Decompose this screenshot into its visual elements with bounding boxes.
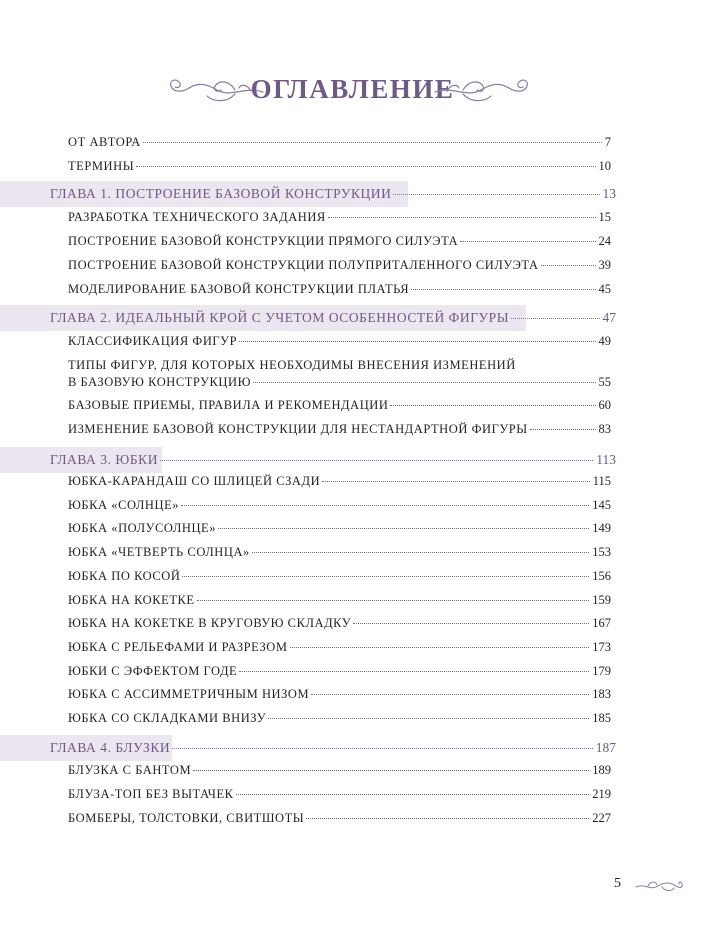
entry-title: ИЗМЕНЕНИЕ БАЗОВОЙ КОНСТРУКЦИИ ДЛЯ НЕСТАНДАРТНОЙ ФИГУРЫ [68,422,528,436]
entry-title: ПОСТРОЕНИЕ БАЗОВОЙ КОНСТРУКЦИИ ПРЯМОГО СИЛУЭТА [68,234,459,248]
dot-leader [182,576,589,577]
page-reference: 149 [592,521,611,535]
dot-leader [239,341,595,342]
page-reference: 179 [592,664,611,678]
flourish-footer-ornament [634,878,684,894]
page-reference: 7 [604,135,611,149]
page-reference: 115 [592,474,611,488]
entry-title: КЛАССИФИКАЦИЯ ФИГУР [68,334,238,348]
dot-leader [143,142,602,143]
chapter-title: ГЛАВА 2. ИДЕАЛЬНЫЙ КРОЙ С УЧЕТОМ ОСОБЕННОСТЕЙ ФИГУРЫ [50,310,510,325]
entry-title: БЛУЗКА С БАНТОМ [68,763,192,777]
page-reference: 183 [592,687,611,701]
dot-leader [252,552,589,553]
entry-title: ЮБКА «СОЛНЦЕ» [68,498,180,512]
dot-leader [353,623,589,624]
entry-title: В БАЗОВУЮ КОНСТРУКЦИЮ [68,375,251,389]
page-reference: 156 [592,569,611,583]
entry-title: ЮБКА СО СКЛАДКАМИ ВНИЗУ [68,711,267,725]
page-reference: 145 [592,498,611,512]
entry-title: ТИПЫ ФИГУР, ДЛЯ КОТОРЫХ НЕОБХОДИМЫ ВНЕСЕНИЯ ИЗМЕНЕНИЙ [68,358,516,372]
dot-leader [197,600,590,601]
entry-title: БОМБЕРЫ, ТОЛСТОВКИ, СВИТШОТЫ [68,811,305,825]
entry-title: ЮБКА С АССИММЕТРИЧНЫМ НИЗОМ [68,687,310,701]
dot-leader [328,217,596,218]
page-reference: 39 [598,258,611,272]
chapter-title: ГЛАВА 4. БЛУЗКИ [50,740,171,755]
page-reference: 189 [592,763,611,777]
page-reference: 219 [592,787,611,801]
dot-leader [511,318,599,319]
page-reference: 187 [595,740,616,755]
chapter-title: ГЛАВА 3. ЮБКИ [50,452,159,467]
entry-title: ЮБКА С РЕЛЬЕФАМИ И РАЗРЕЗОМ [68,640,288,654]
dot-leader [253,382,596,383]
entry-title: МОДЕЛИРОВАНИЕ БАЗОВОЙ КОНСТРУКЦИИ ПЛАТЬЯ [68,282,410,296]
dot-leader [236,794,590,795]
entry-title: ЮБКА НА КОКЕТКЕ В КРУГОВУЮ СКЛАДКУ [68,616,352,630]
entry-title: ЮБКА НА КОКЕТКЕ [68,593,195,607]
page-reference: 83 [598,422,611,436]
entry-title: ЮБКА «ПОЛУСОЛНЦЕ» [68,521,217,535]
entry-title: ЮБКА «ЧЕТВЕРТЬ СОЛНЦА» [68,545,250,559]
dot-leader [411,289,595,290]
page-footer [612,876,692,896]
dot-leader [172,748,593,749]
page-number: 5 [614,876,621,891]
page-reference: 113 [596,452,616,467]
page-reference: 47 [602,310,616,325]
page-reference: 45 [598,282,611,296]
dot-leader [541,265,596,266]
dot-leader [530,429,596,430]
dot-leader [306,818,589,819]
dot-leader [390,405,595,406]
dot-leader [181,505,589,506]
dot-leader [239,671,589,672]
page-reference: 153 [592,545,611,559]
dot-leader [193,770,589,771]
page-reference: 10 [598,159,611,173]
chapter-title: ГЛАВА 1. ПОСТРОЕНИЕ БАЗОВОЙ КОНСТРУКЦИИ [50,186,392,201]
page-reference: 60 [598,398,611,412]
page-reference: 49 [598,334,611,348]
dot-leader [218,528,589,529]
page-reference: 13 [602,186,616,201]
dot-leader [322,481,590,482]
dot-leader [290,647,590,648]
entry-title: ЮБКА-КАРАНДАШ СО ШЛИЦЕЙ СЗАДИ [68,474,321,488]
entry-title: РАЗРАБОТКА ТЕХНИЧЕСКОГО ЗАДАНИЯ [68,210,326,224]
dot-leader [460,241,595,242]
dot-leader [393,194,599,195]
entry-title: БАЗОВЫЕ ПРИЕМЫ, ПРАВИЛА И РЕКОМЕНДАЦИИ [68,398,389,412]
page-title: ОГЛАВЛЕНИЕ [250,74,455,104]
dot-leader [311,694,589,695]
page-reference: 173 [592,640,611,654]
page-reference: 227 [592,811,611,825]
dot-leader [160,460,593,461]
entry-title: ОТ АВТОРА [68,135,141,149]
entry-title: БЛУЗА-ТОП БЕЗ ВЫТАЧЕК [68,787,234,801]
entry-title: ТЕРМИНЫ [68,159,135,173]
page-reference: 167 [592,616,611,630]
dot-leader [268,718,589,719]
page-reference: 159 [592,593,611,607]
entry-title: ЮБКА ПО КОСОЙ [68,569,181,583]
page-reference: 24 [598,234,611,248]
entry-title: ПОСТРОЕНИЕ БАЗОВОЙ КОНСТРУКЦИИ ПОЛУПРИТАЛЕННОГО СИЛУЭТА [68,258,539,272]
page-reference: 15 [598,210,611,224]
page-reference: 55 [598,375,611,389]
entry-title: ЮБКИ С ЭФФЕКТОМ ГОДЕ [68,664,238,678]
page-reference: 185 [592,711,611,725]
dot-leader [136,166,595,167]
